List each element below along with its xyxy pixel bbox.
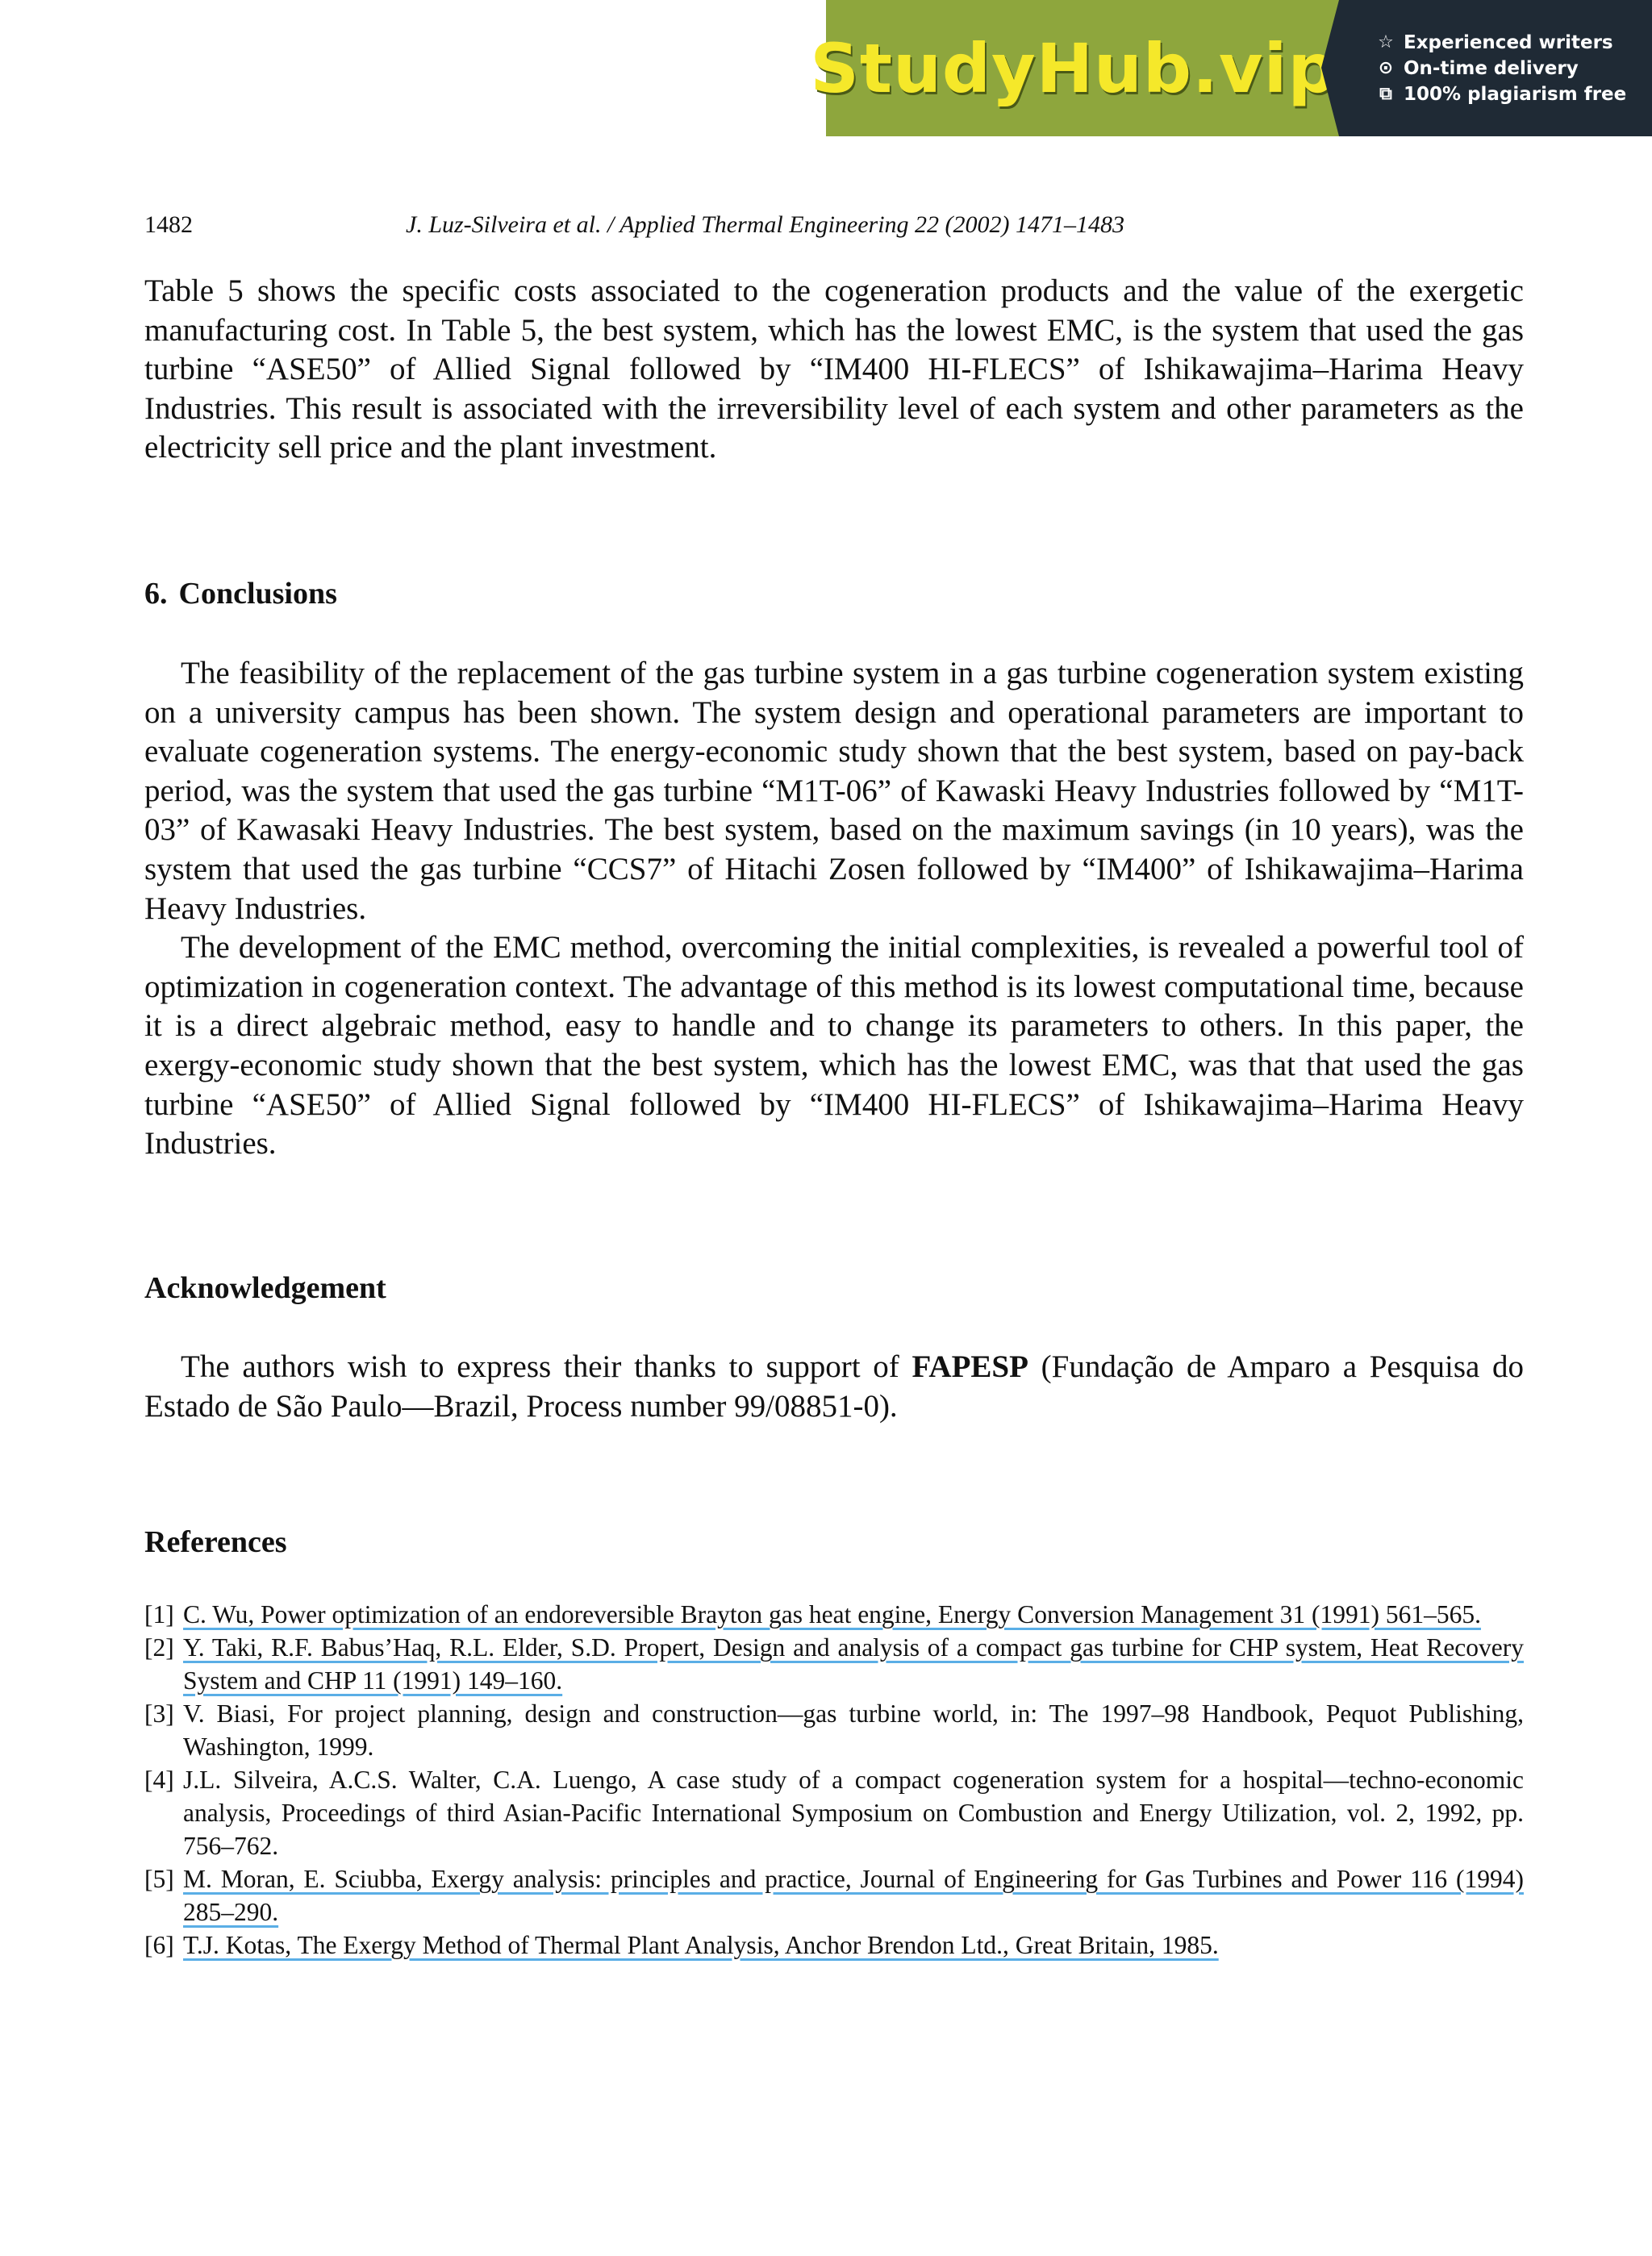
conclusions-heading	[144, 576, 337, 611]
page-number: 1482	[144, 211, 193, 238]
funder-name: FAPESP	[912, 1349, 1028, 1384]
reference-label: [3]	[144, 1699, 174, 1728]
banner-feature	[1376, 84, 1652, 105]
reference-label: [6]	[144, 1931, 174, 1959]
running-header	[144, 211, 1422, 244]
journal-citation: J. Luz-Silveira et al. / Applied Thermal Engineering 22 (2002) 1471–1483	[406, 211, 1125, 238]
banner-feature-label: 100% plagiarism free	[1404, 83, 1627, 105]
reference-label: [2]	[144, 1633, 174, 1662]
reference-link[interactable]: T.J. Kotas, The Exergy Method of Thermal Plant Analysis, Anchor Brendon Ltd., Great Britain, 1985.	[183, 1931, 1219, 1959]
ack-text-after: (Fundação de Amparo a Pesquisa do Estado de São Paulo—Brazil, Process number 99/08851-0).	[144, 1349, 1525, 1424]
banner-features	[1339, 0, 1652, 136]
conclusions-body	[144, 654, 1524, 1164]
reference-label: [5]	[144, 1865, 174, 1893]
reference-item	[144, 1631, 1524, 1697]
copy-icon: ⧉	[1379, 84, 1392, 104]
reference-link[interactable]: C. Wu, Power optimization of an endoreversible Brayton gas heat engine, Energy Conversion Management 31 (1991) 561–565.	[183, 1600, 1481, 1628]
banner-feature-label: Experienced writers	[1404, 31, 1613, 53]
section-title: Conclusions	[178, 577, 337, 611]
section-number: 6.	[144, 577, 168, 611]
reference-label: [1]	[144, 1600, 174, 1628]
banner-feature-label: On-time delivery	[1404, 57, 1579, 79]
clock-icon: ⊙	[1378, 58, 1394, 78]
reference-item	[144, 1697, 1524, 1763]
reference-link[interactable]: Y. Taki, R.F. Babus’Haq, R.L. Elder, S.D. Propert, Design and analysis of a compact gas turbine for CHP system, Heat Recovery System and CHP 11 (1991) 149–160.	[183, 1633, 1524, 1695]
conclusions-paragraph-2: The development of the EMC method, overcoming the initial complexities, is revealed a powerful tool of optimization in cogeneration context. The advantage of this method is its lowest computational time, because it is a direct algebraic method, easy to handle and to change its parameters to others. In this paper, the exergy-economic study shown that the best system, which has the lowest EMC, was that that used the gas turbine “ASE50” of Allied Signal followed by “IM400 HI-FLECS” of Ishikawajima–Harima Heavy Industries.	[144, 930, 1524, 1161]
references-heading: References	[144, 1525, 287, 1559]
reference-item	[144, 1598, 1524, 1631]
banner-logo-text: StudyHub.vip	[810, 28, 1337, 108]
reference-item	[144, 1763, 1524, 1862]
acknowledgement-body	[144, 1348, 1524, 1426]
reference-text: J.L. Silveira, A.C.S. Walter, C.A. Luengo, A case study of a compact cogeneration system for a hospital—techno-economic analysis, Proceedings of third Asian-Pacific International Symposium on Combustion and Energy Utilization, vol. 2, 1992, pp. 756–762.	[183, 1766, 1524, 1860]
acknowledgement-paragraph	[144, 1348, 1524, 1426]
reference-list	[144, 1598, 1524, 1962]
reference-text: V. Biasi, For project planning, design and construction—gas turbine world, in: The 1997–98 Handbook, Pequot Publishing, Washington, 1999.	[183, 1699, 1524, 1761]
reference-label: [4]	[144, 1766, 174, 1794]
banner-feature	[1376, 58, 1652, 79]
reference-item	[144, 1929, 1524, 1962]
intro-section	[144, 272, 1524, 468]
acknowledgement-heading: Acknowledgement	[144, 1271, 386, 1305]
reference-link[interactable]: M. Moran, E. Sciubba, Exergy analysis: principles and practice, Journal of Engineering for Gas Turbines and Power 116 (1994) 285–290.	[183, 1865, 1524, 1926]
banner-feature	[1376, 32, 1652, 53]
conclusions-paragraph-1: The feasibility of the replacement of the gas turbine system in a gas turbine cogeneration system existing on a university campus has been shown. The system design and operational parameters are important to evaluate cogeneration systems. The energy-economic study shown that the best system, based on pay-back period, was the system that used the gas turbine “M1T-06” of Kawaski Heavy Industries followed by “M1T-03” of Kawasaki Heavy Industries. The best system, based on the maximum savings (in 10 years), was the system that used the gas turbine “CCS7” of Hitachi Zosen followed by “IM400” of Ishikawajima–Harima Heavy Industries.	[144, 656, 1524, 926]
studyhub-banner[interactable]	[810, 0, 1652, 136]
ack-text-before: The authors wish to express their thanks to support of	[181, 1349, 912, 1384]
banner-logo[interactable]	[810, 0, 1339, 136]
star-icon: ☆	[1378, 32, 1394, 52]
reference-item	[144, 1862, 1524, 1929]
intro-paragraph: Table 5 shows the specific costs associated to the cogeneration products and the value of the exergetic manufacturing cost. In Table 5, the best system, which has the lowest EMC, is the system that used the gas turbine “ASE50” of Allied Signal followed by “IM400 HI-FLECS” of Ishikawajima–Harima Heavy Industries. This result is associated with the irreversibility level of each system and other parameters as the electricity sell price and the plant investment.	[144, 273, 1524, 465]
